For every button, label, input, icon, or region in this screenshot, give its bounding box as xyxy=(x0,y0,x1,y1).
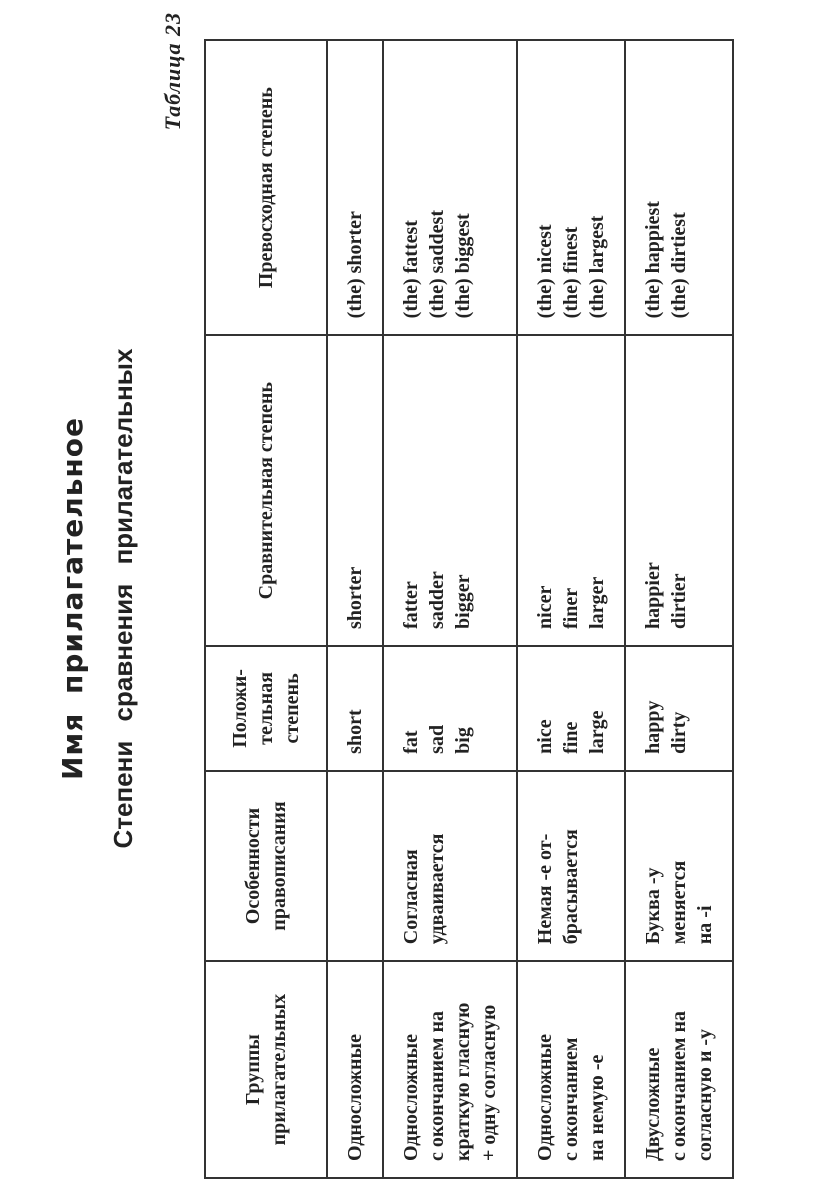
cell-line: shorter xyxy=(344,566,366,629)
cell-line: fine xyxy=(560,721,582,754)
cell-group xyxy=(625,961,733,1178)
header-group: Группы прилагательных xyxy=(205,961,327,1178)
cell-line: (the) biggest xyxy=(452,213,474,319)
cell-line: happy xyxy=(642,700,664,754)
cell-group xyxy=(383,961,517,1178)
cell-line: large xyxy=(586,710,608,754)
cell-line: (the) happiest xyxy=(642,201,664,319)
table-row xyxy=(517,40,625,1178)
cell-spelling xyxy=(383,771,517,961)
cell-line: happier xyxy=(642,562,664,629)
cell-superlative xyxy=(625,40,733,335)
cell-line: (the) shorter xyxy=(344,211,366,319)
cell-line: Односложные xyxy=(534,1033,556,1161)
cell-line: на немую -e xyxy=(586,1054,608,1161)
cell-line: dirtier xyxy=(668,573,690,629)
cell-line: Немая -e от- xyxy=(534,833,556,945)
cell-line: Согласная xyxy=(400,849,422,945)
cell-line: (the) saddest xyxy=(426,210,448,319)
cell-line: fatter xyxy=(400,581,422,629)
cell-line: (the) fattest xyxy=(400,220,422,319)
header-spelling: Особенности правописания xyxy=(205,771,327,961)
cell-line: согласную и -y xyxy=(694,1028,716,1161)
table-body xyxy=(327,40,733,1178)
page-subtitle: Степени сравнения прилагательных xyxy=(108,348,138,849)
cell-line: Односложные xyxy=(344,1033,366,1161)
cell-positive xyxy=(327,646,383,771)
cell-line: larger xyxy=(586,576,608,629)
cell-line: sadder xyxy=(426,571,448,629)
cell-line: краткую гласную xyxy=(452,1002,474,1161)
cell-positive xyxy=(383,646,517,771)
header-positive: Положи-тельная степень xyxy=(205,646,327,771)
cell-group xyxy=(327,961,383,1178)
cell-line: меняется xyxy=(668,860,690,945)
cell-superlative xyxy=(327,40,383,335)
cell-line: fat xyxy=(400,730,422,754)
table-row xyxy=(383,40,517,1178)
cell-line: nicer xyxy=(534,585,556,629)
table-header-row xyxy=(205,40,327,1178)
cell-line: Буква -y xyxy=(642,867,664,945)
cell-line: big xyxy=(452,727,474,754)
cell-line: брасывается xyxy=(560,829,582,945)
cell-superlative xyxy=(517,40,625,335)
cell-group xyxy=(517,961,625,1178)
cell-spelling xyxy=(327,771,383,961)
cell-line: с окончанием xyxy=(560,1037,582,1161)
cell-line: Односложные xyxy=(400,1033,422,1161)
cell-line: short xyxy=(344,709,366,754)
cell-comparative xyxy=(327,335,383,646)
cell-comparative xyxy=(517,335,625,646)
cell-line: bigger xyxy=(452,574,474,629)
page-title: Имя прилагательное xyxy=(56,417,89,780)
cell-line: finer xyxy=(560,587,582,629)
cell-line: (the) nicest xyxy=(534,224,556,319)
cell-positive xyxy=(517,646,625,771)
header-comparative: Сравнительная степень xyxy=(205,335,327,646)
cell-line: (the) largest xyxy=(586,215,608,319)
cell-line: удваивается xyxy=(426,833,448,945)
cell-comparative xyxy=(383,335,517,646)
cell-line: Двусложные xyxy=(642,1047,664,1161)
cell-line: (the) finest xyxy=(560,226,582,319)
table-row xyxy=(625,40,733,1178)
cell-positive xyxy=(625,646,733,771)
table-label: Таблица 23 xyxy=(160,12,185,131)
cell-line: dirty xyxy=(668,711,690,754)
cell-line: (the) dirtiest xyxy=(668,212,690,319)
cell-line: на -i xyxy=(694,905,716,945)
cell-line: с окончанием на xyxy=(668,1010,690,1161)
cell-superlative xyxy=(383,40,517,335)
cell-line: + одну согласную xyxy=(478,1004,500,1161)
cell-comparative xyxy=(625,335,733,646)
comparison-table xyxy=(204,39,734,1179)
cell-line: с окончанием на xyxy=(426,1010,448,1161)
table-row xyxy=(327,40,383,1178)
cell-line: sad xyxy=(426,724,448,754)
cell-spelling xyxy=(625,771,733,961)
cell-spelling xyxy=(517,771,625,961)
header-superlative: Превосходная степень xyxy=(205,40,327,335)
cell-line: nice xyxy=(534,719,556,754)
